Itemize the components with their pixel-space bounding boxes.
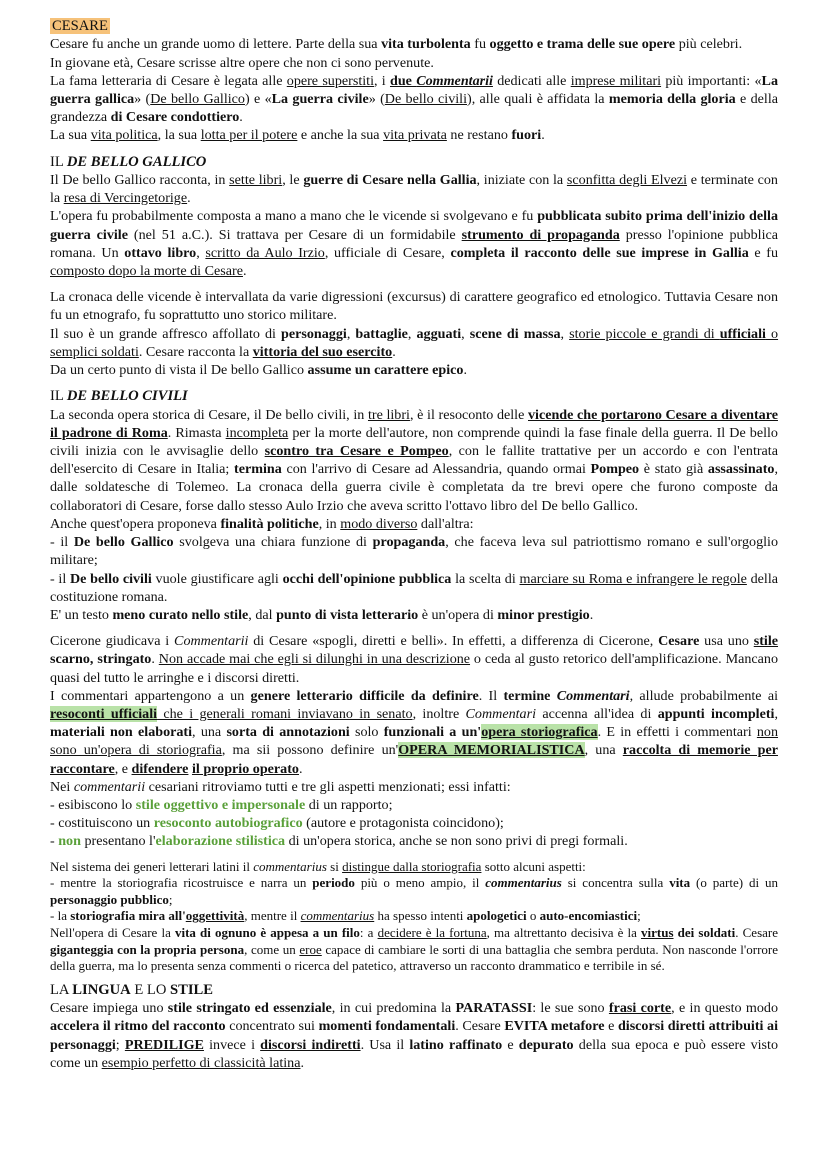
gallico-paragraph-4: Il suo è un grande affresco affollato di personaggi, battaglie, agguati, scene di massa, storie piccole e grandi di ufficiali o semplici soldati. Cesare racconta la vittoria del suo esercito. [50, 325, 779, 360]
title-tag: CESARE [52, 18, 108, 34]
civili-paragraph-2: Anche quest'opera proponeva finalità politiche, in modo diverso dall'altra: [50, 515, 474, 532]
intro-section [50, 35, 778, 144]
intro-paragraph-4: La sua vita politica, la sua lotta per il potere e anche la sua vita privata ne restano fuori. [50, 127, 545, 144]
intro-paragraph-3: La fama letteraria di Cesare è legata alle opere superstiti, i due Commentarii dedicati alle imprese militari più importanti: «La guerra gallica» (De bello Gallico) e «La guerra civile» (De bello civili), alle quali è affidata la memoria della gloria e della grandezza di Cesare condottiero. [50, 72, 778, 126]
civili-paragraph-3: E' un testo meno curato nello stile, dal punto di vista letterario è un'opera di minor prestigio. [50, 606, 594, 623]
commentarii-paragraph-2: I commentari appartengono a un genere letterario difficile da definire. Il termine Commentari, allude probabilmente ai resoconti ufficiali che i generali romani inviavano in senato, inoltre Commentari accenna all'idea di appunti incompleti, materiali non elaborati, una sorta di annotazioni solo funzionali a un'opera storiografica. E in effetti i commentari non sono un'opera di storiografia, ma sii possono definire un'OPERA MEMORIALISTICA, una raccolta di memorie per raccontare, e difendere il proprio operato. [50, 687, 779, 777]
intro-paragraph-2: In giovane età, Cesare scrisse altre opere che non ci sono pervenute. [50, 54, 434, 71]
commentarii-section [50, 632, 778, 850]
gallico-paragraph-2: L'opera fu probabilmente composta a mano a mano che le vicende si svolgevano e fu pubblicata subito prima dell'inizio della guerra civile (nel 51 a.C.). Si trattava per Cesare di un formidabile strumento di propaganda presso l'opinione pubblica romana. Un ottavo libro, scritto da Aulo Irzio, ufficiale di Cesare, completa il racconto delle sue imprese in Gallia e fu composto dopo la morte di Cesare. [50, 208, 779, 280]
gallico-paragraph-5: Da un certo punto di vista il De bello Gallico assume un carattere epico. [50, 362, 467, 379]
commentarii-list-item-1: - esibiscono lo stile oggettivo e impersonale di un rapporto; [50, 796, 393, 813]
generi-paragraph-1: Nel sistema dei generi letterari latini il commentarius si distingue dalla storiografia sotto alcuni aspetti: [50, 858, 586, 874]
gallico-section [50, 153, 778, 380]
commentarii-paragraph-1: Cicerone giudicava i Commentarii di Cesare «spogli, diretti e belli». In effetti, a differenza di Cicerone, Cesare usa uno stile scarno, stringato. Non accade mai che egli si dilunghi in una descrizione o ceda al gusto retorico dell'amplificazione. Mancano quasi del tutto le arringhe e i discorsi diretti. [50, 633, 779, 686]
generi-list-item-2: - la storiografia mira all'oggettività, mentre il commentarius ha spesso intenti apologetici o auto-encomiastici; [50, 908, 641, 924]
lingua-heading: LA LINGUA E LO STILE [50, 981, 214, 998]
gallico-paragraph-3: La cronaca delle vicende è intervallata da varie digressioni (excursus) di carattere geografico ed etnologico. Tuttavia Cesare non fu un etnografo, fu soprattutto uno storico militare. [50, 289, 778, 324]
commentarii-list-item-2: - costituiscono un resoconto autobiografico (autore e protagonista coincidono); [50, 815, 504, 832]
commentarii-paragraph-3: Nei commentarii cesariani ritroviamo tutti e tre gli aspetti menzionati; essi infatti: [50, 778, 511, 795]
gallico-paragraph-1: Il De bello Gallico racconta, in sette libri, le guerre di Cesare nella Gallia, iniziate con la sconfitta degli Elvezi e terminate con la resa di Vercingetorige. [50, 172, 778, 207]
generi-section [50, 859, 778, 975]
commentarii-list-item-3: - non presentano l'elaborazione stilistica di un'opera storica, anche se non sono privi di pregi formali. [50, 833, 628, 850]
page-title [50, 17, 778, 35]
civili-section [50, 387, 778, 624]
generi-paragraph-2: Nell'opera di Cesare la vita di ognuno è appesa a un filo: a decidere è la fortuna, ma altrettanto decisiva è la virtus dei soldati. Cesare giganteggia con la propria persona, come un eroe capace di cambiare le sorti di una battaglia che sembra perduta. Non nasconde l'orrore della guerra, ma lo presenta senza commenti o ricerca del patetico, attraverso un racconto drammatico e terribile in sé. [50, 924, 779, 974]
lingua-section [50, 981, 778, 1072]
generi-list-item-1: - mentre la storiografia ricostruisce e narra un periodo più o meno ampio, il commentarius si concentra sulla vita (o parte) di un personaggio pubblico; [50, 875, 778, 907]
lingua-paragraph-1: Cesare impiega uno stile stringato ed essenziale, in cui predomina la PARATASSI: le sue sono frasi corte, e in questo modo accelera il ritmo del racconto concentrato sui momenti fondamentali. Cesare EVITA metafore e discorsi diretti attribuiti ai personaggi; PREDILIGE invece i discorsi indiretti. Usa il latino raffinato e depurato della sua epoca e può essere visto come un esempio perfetto di classicità latina. [50, 1000, 778, 1071]
civili-heading: IL DE BELLO CIVILI [50, 388, 188, 405]
civili-list-item-civili: - il De bello civili vuole giustificare agli occhi dell'opinione pubblica la scelta di marciare su Roma e infrangere le regole della costituzione romana. [50, 570, 778, 605]
intro-paragraph-1: Cesare fu anche un grande uomo di lettere. Parte della sua vita turbolenta fu oggetto e trama delle sue opere più celebri. [50, 36, 743, 53]
civili-list-item-gallico: - il De bello Gallico svolgeva una chiara funzione di propaganda, che faceva leva sul patriottismo romano e sull'orgoglio militare; [50, 534, 778, 569]
gallico-heading: IL DE BELLO GALLICO [50, 153, 207, 170]
civili-paragraph-1: La seconda opera storica di Cesare, il De bello civili, in tre libri, è il resoconto delle vicende che portarono Cesare a diventare il padrone di Roma. Rimasta incompleta per la morte dell'autore, non comprende quindi la fase finale della guerra. Il De bello civili inizia con le avvisaglie dello scontro tra Cesare e Pompeo, con le fallite trattative per un accordo e con l'entrata dell'esercito di Cesare in Italia; termina con l'arrivo di Cesare ad Alessandria, quando ormai Pompeo è stato già assassinato, dalle soldatesche di Tolemeo. La cronaca della guerra civile è completata da tre brevi opere che furono composte da collaboratori di Cesare, forse dallo stesso Aulo Irzio che aveva scritto l'ottavo libro del De bello Gallico. [50, 406, 778, 514]
